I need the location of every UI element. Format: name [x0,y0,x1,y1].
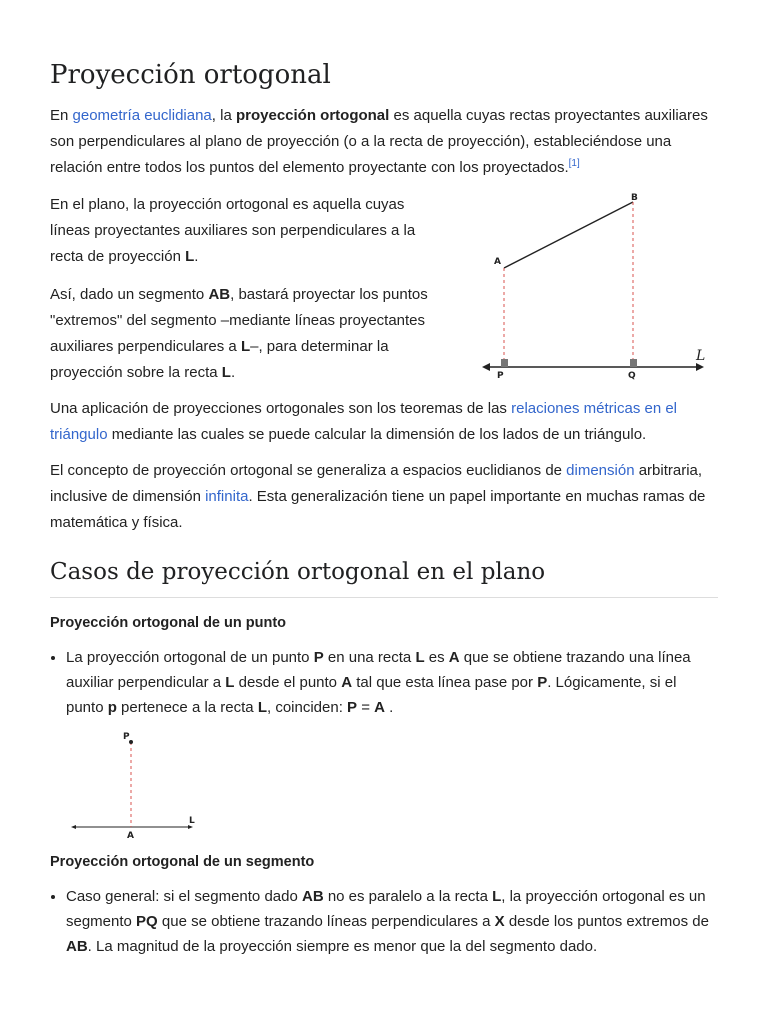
link-geometria-euclidiana[interactable]: geometría euclidiana [72,107,212,124]
generalization-paragraph: El concepto de proyección ortogonal se generaliza a espacios euclidianos de dimensión arbitraria, inclusive de dimensión infinita. Esta generalización tiene un papel importante en muchas ramas de matemática y física. [50,462,706,531]
segment-list [50,884,718,959]
label-a: A [494,257,501,267]
application-paragraph: Una aplicación de proyecciones ortogonales son los teoremas de las relaciones métricas en el triángulo mediante las cuales se puede calcular la dimensión de los lados de un triángulo. [50,400,678,443]
projection-diagram [458,192,718,382]
right-angle-mark-q [630,359,637,367]
plane-paragraph: En el plano, la proyección ortogonal es aquella cuyas líneas proyectantes auxiliares son perpendiculares a la recta de proyección L. [50,196,416,265]
reference-link[interactable]: [1] [568,158,580,169]
subsection-heading-segment: Proyección ortogonal de un segmento [50,854,315,870]
link-dimension[interactable]: dimensión [566,462,635,479]
point-list [50,645,718,720]
segment-paragraph: Así, dado un segmento AB, bastará proyectar los puntos "extremos" del segmento –mediante líneas proyectantes auxiliares perpendiculares a L–, para determinar la proyección sobre la recta L. [50,286,428,381]
point-projection-figure [68,730,208,840]
plane-section [50,192,718,386]
section-heading: Casos de proyección ortogonal en el plano [50,557,718,598]
segment-ab [504,202,633,268]
link-infinita[interactable]: infinita [205,488,249,505]
arrow-left-icon [482,363,490,371]
label-p: P [497,371,504,381]
list-item: • Caso general: si el segmento dado AB no es paralelo a la recta L, la proyección ortogonal es un segmento PQ que se obtiene trazando líneas perpendiculares a X desde los puntos extremos de AB. La magnitud de la proyección siempre es menor que la del segmento dado. [66,884,718,959]
right-angle-mark-p [501,359,508,367]
label-p: P [123,732,130,742]
intro-paragraph: En geometría euclidiana, la proyección ortogonal es aquella cuyas rectas proyectantes auxiliares son perpendiculares al plano de proyección (o a la recta de proyección), estableciéndose una relación entre todos los puntos del elemento proyectante con los proyectados.[1] [50,107,708,176]
projection-figure [458,192,718,382]
subsection-heading-point: Proyección ortogonal de un punto [50,615,287,631]
page-title: Proyección ortogonal [50,60,331,90]
arrow-right-icon [696,363,704,371]
label-b: B [631,193,638,203]
link-relaciones-metricas[interactable]: relaciones métricas en el triángulo [50,400,678,443]
point-projection-diagram [68,730,208,840]
label-l: L [696,348,706,364]
list-item: • La proyección ortogonal de un punto P en una recta L es A que se obtiene trazando una línea auxiliar perpendicular a L desde el punto A tal que esta línea pase por P. Lógicamente, si el punto p pertenece a la recta L, coinciden: P = A . [66,645,718,720]
label-l: L [189,816,195,826]
arrow-left-icon [71,825,76,829]
label-a: A [127,831,134,840]
label-q: Q [628,371,636,381]
